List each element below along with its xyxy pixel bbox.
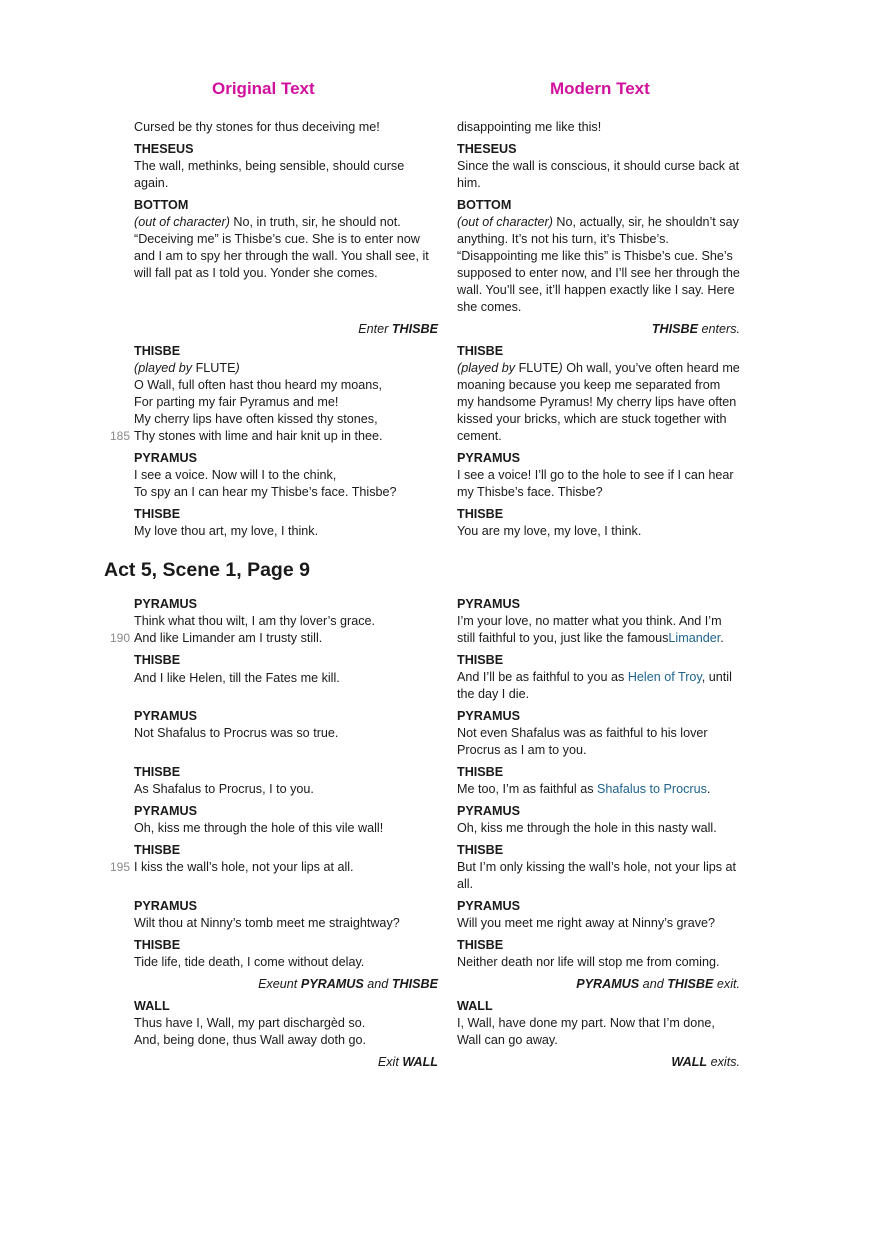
verse-line: Thus have I, Wall, my part dischargèd so. [134, 1016, 366, 1030]
speech-row-pyramus [0, 803, 880, 837]
stage-direction: (out of character) [457, 215, 553, 229]
speech-row-thisbe [0, 506, 880, 540]
modern-speech: Not even Shafalus was as faithful to his lover Procrus as I am to you. [457, 726, 708, 757]
speech-row-pyramus [0, 708, 880, 759]
modern-speech: Oh, kiss me through the hole in this nasty wall. [457, 821, 717, 835]
line-row [0, 119, 880, 136]
exit-wall-direction: Exit WALL [377, 1055, 438, 1069]
speaker-name: BOTTOM [457, 198, 512, 212]
exeunt-direction: Exeunt PYRAMUS and THISBE [258, 977, 438, 991]
speaker-name: PYRAMUS [134, 899, 197, 913]
modern-speech: I, Wall, have done my part. Now that I’m done, Wall can go away. [457, 1016, 715, 1047]
enter-direction-modern: THISBE enters. [651, 322, 740, 336]
verse-line: To spy an I can hear my Thisbe’s face. Thisbe? [134, 485, 397, 499]
speaker-name: THISBE [457, 344, 504, 358]
original-speech: I kiss the wall’s hole, not your lips at all. [134, 860, 354, 874]
speech-row-pyramus [0, 450, 880, 501]
modern-speech: Since the wall is conscious, it should curse back at him. [457, 159, 740, 190]
exit-direction-modern: PYRAMUS and THISBE exit. [576, 977, 740, 991]
original-speech: As Shafalus to Procrus, I to you. [134, 782, 314, 796]
verse-line: For parting my fair Pyramus and me! [134, 395, 339, 409]
enter-direction: Enter THISBE [358, 322, 438, 336]
verse-line: And like Limander am I trusty still. [134, 631, 323, 645]
original-speech: The wall, methinks, being sensible, should curse again. [134, 159, 405, 190]
speaker-name: WALL [134, 999, 170, 1013]
speaker-name: PYRAMUS [134, 709, 197, 723]
line-number: 185 [109, 429, 130, 443]
speech-row-thisbe: THISBE As Shafalus to Procrus, I to you. THISBE Me too, I’m as faithful as Shafalus to Procrus. [0, 764, 880, 798]
line-number: 190 [109, 631, 130, 645]
modern-speech: Oh wall, you’ve often heard me moaning because you keep me separated from my handsome Pyramus! My cherry lips have often kissed your bricks, which are stuck together with cement. [457, 361, 740, 443]
section-page-8-top [0, 119, 880, 545]
original-speech: And I like Helen, till the Fates me kill. [134, 671, 340, 685]
speech-row-thisbe: THISBE And I like Helen, till the Fates me kill. THISBE And I’ll be as faithful to you as Helen of Troy, until the day I die. [0, 652, 880, 703]
verse-line: Thy stones with lime and hair knit up in thee. [134, 429, 383, 443]
speaker-name: PYRAMUS [134, 804, 197, 818]
speaker-name: THISBE [457, 843, 504, 857]
original-speech: Wilt thou at Ninny’s tomb meet me straightway? [134, 916, 400, 930]
exit-wall-direction-modern: WALL exits. [671, 1055, 740, 1069]
speaker-name: PYRAMUS [457, 709, 520, 723]
modern-speech: I see a voice! I’ll go to the hole to see if I can hear my Thisbe’s face. Thisbe? [457, 468, 734, 499]
speech-row-thisbe: 185 THISBE (played by FLUTE) O Wall, full often hast thou heard my moans, For parting my fair Pyramus and me! My cherry lips have often kissed thy stones, Thy stones with lime and hair knit up in thee. THISBE (played by FLUTE) Oh wall, you’ve often heard me moaning because you keep me separated from my handsome Pyramus! My cherry lips have often kissed your bricks, which are stuck together with cement. [0, 343, 880, 445]
verse-line: Think what thou wilt, I am thy lover’s grace. [134, 614, 376, 628]
speaker-name: PYRAMUS [457, 899, 520, 913]
original-speech: Not Shafalus to Procrus was so true. [134, 726, 339, 740]
verse-line: My cherry lips have often kissed thy stones, [134, 412, 378, 426]
stage-direction-row [0, 976, 880, 993]
verse-line: O Wall, full often hast thou heard my moans, [134, 378, 383, 392]
line-number: 195 [109, 860, 130, 874]
modern-speech: But I’m only kissing the wall’s hole, not your lips at all. [457, 860, 737, 891]
original-speech: No, in truth, sir, he should not. “Deceiving me” is Thisbe’s cue. She is to enter now and I am to spy her through the wall. You shall see, it will fall pat as I told you. Yonder she comes. [134, 215, 429, 280]
original-speech: My love thou art, my love, I think. [134, 524, 319, 538]
speaker-name: THISBE [134, 344, 181, 358]
speaker-name: PYRAMUS [457, 804, 520, 818]
speaker-name: THESEUS [134, 142, 194, 156]
speaker-name: WALL [457, 999, 493, 1013]
act-scene-title: Act 5, Scene 1, Page 9 [104, 559, 310, 581]
speech-row-bottom [0, 197, 880, 316]
modern-speech: Will you meet me right away at Ninny’s grave? [457, 916, 716, 930]
stage-direction-row [0, 1054, 880, 1071]
speaker-name: PYRAMUS [134, 451, 197, 465]
modern-speech: Neither death nor life will stop me from coming. [457, 955, 720, 969]
modern-speech: No, actually, sir, he shouldn’t say anything. It’s not his turn, it’s Thisbe’s. “Disappointing me like this” is Thisbe’s cue. She’s supposed to enter now, and I’ll see her through the wall. You’ll see, it’ll happen exactly like I say. Here she comes. [457, 215, 740, 314]
original-speech: Oh, kiss me through the hole of this vile wall! [134, 821, 384, 835]
original-line: Cursed be thy stones for thus deceiving me! [134, 120, 380, 134]
stage-direction: (out of character) [134, 215, 230, 229]
verse-line: And, being done, thus Wall away doth go. [134, 1033, 366, 1047]
speech-row-thisbe [0, 842, 880, 893]
annotation-link-helen[interactable]: Helen of Troy [627, 670, 702, 684]
speaker-name: THISBE [457, 938, 504, 952]
speaker-name: THISBE [457, 653, 504, 667]
speech-row-thisbe [0, 937, 880, 971]
speaker-name: THISBE [457, 765, 504, 779]
modern-text-header: Modern Text [550, 79, 650, 98]
speaker-name: THISBE [457, 507, 504, 521]
speaker-name: PYRAMUS [134, 597, 197, 611]
speaker-name: THISBE [134, 843, 181, 857]
speech-row-wall [0, 998, 880, 1049]
section-page-9 [0, 596, 880, 1076]
speech-row-pyramus: 190 PYRAMUS Think what thou wilt, I am thy lover’s grace. And like Limander am I trusty still. PYRAMUS I’m your love, no matter what you think. And I’m still faithful to you, just like the famousLimander. [0, 596, 880, 647]
modern-line: disappointing me like this! [457, 120, 602, 134]
stage-direction-row [0, 321, 880, 338]
annotation-link-shafalus[interactable]: Shafalus to Procrus [597, 782, 707, 796]
speaker-name: THISBE [134, 653, 181, 667]
speaker-name: PYRAMUS [457, 451, 520, 465]
verse-line: I see a voice. Now will I to the chink, [134, 468, 337, 482]
original-text-header: Original Text [212, 79, 315, 98]
speech-row-theseus [0, 141, 880, 192]
annotation-link-limander[interactable]: Limander [668, 631, 721, 645]
speaker-name: THISBE [134, 507, 181, 521]
speaker-name: THISBE [134, 765, 181, 779]
speech-row-pyramus [0, 898, 880, 932]
speaker-name: THISBE [134, 938, 181, 952]
modern-speech: You are my love, my love, I think. [457, 524, 642, 538]
speaker-name: PYRAMUS [457, 597, 520, 611]
speaker-name: BOTTOM [134, 198, 189, 212]
original-speech: Tide life, tide death, I come without delay. [134, 955, 365, 969]
speaker-name: THESEUS [457, 142, 517, 156]
